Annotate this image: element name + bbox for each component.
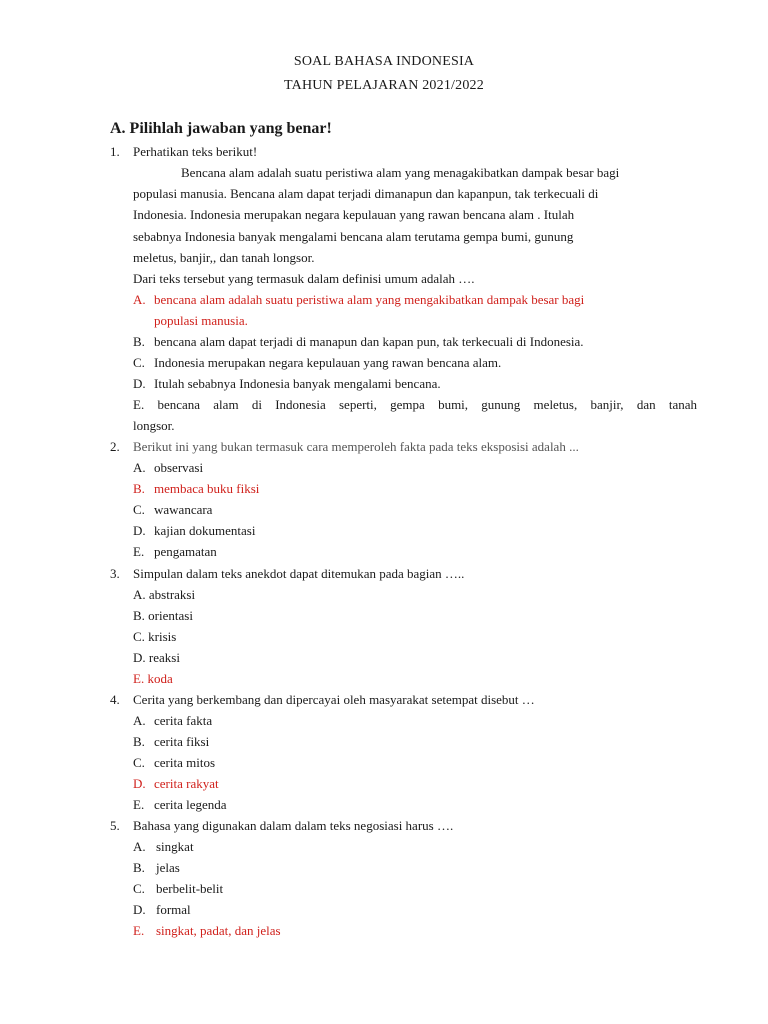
option-label: B.	[133, 481, 145, 496]
option-text: cerita mitos	[154, 755, 216, 770]
option-text: formal	[156, 902, 191, 917]
option-text: A. abstraksi	[133, 587, 196, 602]
question-text: Bahasa yang digunakan dalam dalam teks negosiasi harus ….	[133, 818, 454, 833]
option-label: E.	[133, 544, 145, 559]
question-number: 3.	[110, 566, 120, 581]
question-number: 4.	[110, 692, 120, 707]
option-text: Indonesia merupakan negara kepulauan yang rawan bencana alam.	[154, 355, 502, 370]
option-text-answer: bencana alam adalah suatu peristiwa alam yang mengakibatkan dampak besar bagi	[154, 292, 585, 307]
option-text: observasi	[154, 460, 204, 475]
option-label: A.	[133, 713, 146, 728]
option-text-answer: membaca buku fiksi	[154, 481, 260, 496]
passage-line: Bencana alam adalah suatu peristiwa alam yang menagakibatkan dampak besar bagi	[181, 165, 620, 180]
option-label: D.	[133, 776, 146, 791]
question-text: Berikut ini yang bukan termasuk cara memperoleh fakta pada teks eksposisi adalah ...	[133, 439, 579, 454]
question-text: Cerita yang berkembang dan dipercayai oleh masyarakat setempat disebut …	[133, 692, 535, 707]
option-label: E.	[133, 923, 145, 938]
question-number: 1.	[110, 144, 120, 159]
question-text: Dari teks tersebut yang termasuk dalam definisi umum adalah ….	[133, 271, 475, 286]
section-heading: A. Pilihlah jawaban yang benar!	[110, 120, 332, 137]
option-label: B.	[133, 734, 145, 749]
option-label: B.	[133, 334, 145, 349]
option-text: wawancara	[154, 502, 213, 517]
option-text: kajian dokumentasi	[154, 523, 256, 538]
option-text: bencana alam dapat terjadi di manapun dan kapan pun, tak terkecuali di Indonesia.	[154, 334, 584, 349]
option-label: B.	[133, 860, 145, 875]
passage-line: meletus, banjir,, dan tanah longsor.	[133, 250, 315, 265]
option-text: singkat	[156, 839, 194, 854]
option-text-answer: singkat, padat, dan jelas	[156, 923, 281, 938]
question-number: 5.	[110, 818, 120, 833]
option-label: E.	[133, 797, 145, 812]
option-label: D.	[133, 523, 146, 538]
option-text: jelas	[156, 860, 180, 875]
option-text-answer: cerita rakyat	[154, 776, 219, 791]
option-label: C.	[133, 755, 145, 770]
option-label: C.	[133, 502, 145, 517]
option-label: D.	[133, 376, 146, 391]
option-text: E. bencana alam di Indonesia seperti, gempa bumi, gunung meletus, banjir, dan tanah	[133, 397, 697, 412]
passage-line: sebabnya Indonesia banyak mengalami bencana alam terutama gempa bumi, gunung	[133, 229, 574, 244]
document-title: SOAL BAHASA INDONESIA	[293, 54, 475, 69]
option-label: A.	[133, 839, 146, 854]
option-text-continuation: populasi manusia.	[154, 313, 248, 328]
option-text: C. krisis	[133, 629, 177, 644]
document-subtitle: TAHUN PELAJARAN 2021/2022	[284, 78, 484, 93]
question-text: Simpulan dalam teks anekdot dapat ditemukan pada bagian …..	[133, 566, 465, 581]
option-text: cerita fiksi	[154, 734, 210, 749]
option-label: A.	[133, 292, 146, 307]
option-text: berbelit-belit	[156, 881, 224, 896]
passage-line: populasi manusia. Bencana alam dapat terjadi dimanapun dan kapanpun, tak terkecuali di	[133, 186, 599, 201]
question-prompt: Perhatikan teks berikut!	[133, 144, 258, 159]
option-label: C.	[133, 355, 145, 370]
option-text: D. reaksi	[133, 650, 180, 665]
question-number: 2.	[110, 439, 120, 454]
passage-line: Indonesia. Indonesia merupakan negara kepulauan yang rawan bencana alam . Itulah	[133, 207, 575, 222]
option-text: Itulah sebabnya Indonesia banyak mengalami bencana.	[154, 376, 441, 391]
option-text: cerita legenda	[154, 797, 227, 812]
option-label: C.	[133, 881, 145, 896]
option-text: cerita fakta	[154, 713, 213, 728]
option-text-answer: E. koda	[133, 671, 173, 686]
option-label: A.	[133, 460, 146, 475]
option-text: B. orientasi	[133, 608, 193, 623]
option-label: D.	[133, 902, 146, 917]
option-text-continuation: longsor.	[133, 418, 175, 433]
option-text: pengamatan	[154, 544, 217, 559]
